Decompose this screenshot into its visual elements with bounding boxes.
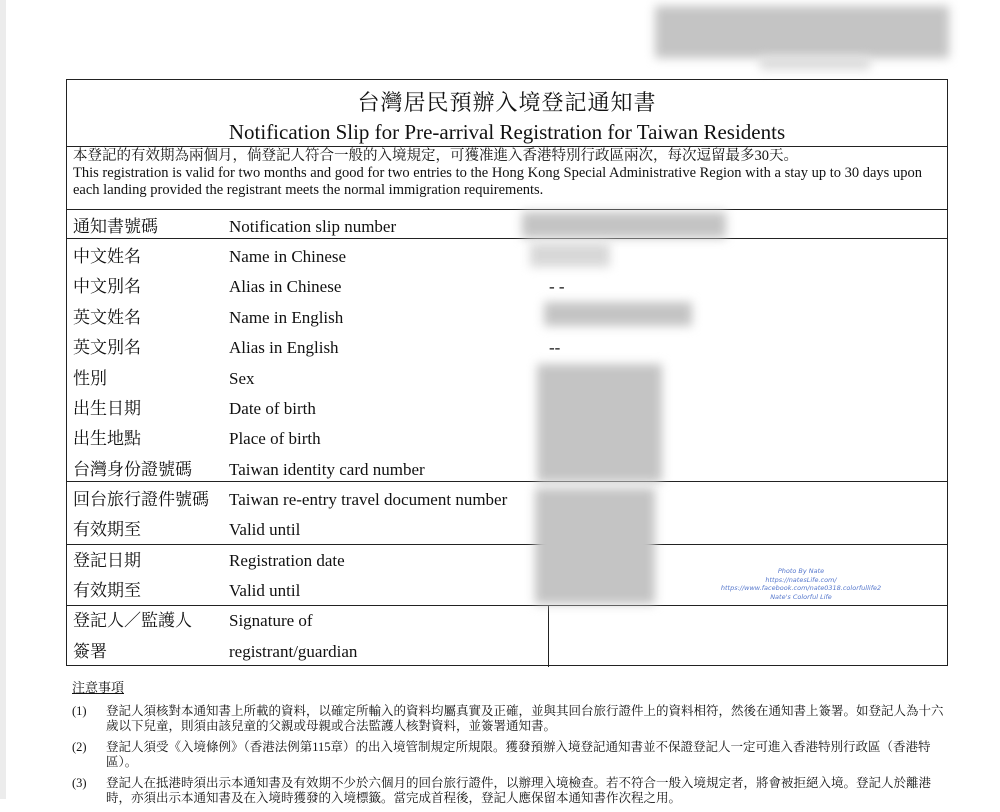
field-label-zh: 中文別名 xyxy=(73,277,141,296)
watermark-line: https://natesLife.com/ xyxy=(765,575,837,584)
field-label-zh: 英文別名 xyxy=(73,338,141,357)
field-label-zh: 有效期至 xyxy=(73,581,141,600)
field-row-travel-document xyxy=(67,485,947,515)
signature-label-zh: 登記人／監護人 xyxy=(73,611,192,630)
field-label-en: Place of birth xyxy=(229,429,321,448)
divider xyxy=(67,209,947,210)
field-row-alias-english xyxy=(67,333,947,363)
field-label-en: Name in Chinese xyxy=(229,247,347,266)
note-number: (2) xyxy=(72,740,87,754)
field-label-en: Valid until xyxy=(229,581,301,600)
field-label-en: Taiwan re-entry travel document number xyxy=(229,490,508,509)
field-label-en: Alias in Chinese xyxy=(229,277,342,296)
field-label-zh: 台灣身份證號碼 xyxy=(73,460,192,479)
field-row-alias-chinese xyxy=(67,272,947,302)
field-label-en: Taiwan identity card number xyxy=(229,460,425,479)
redacted-header xyxy=(655,6,949,58)
photo-watermark xyxy=(716,567,886,601)
title-chinese: 台灣居民預辦入境登記通知書 xyxy=(357,90,657,115)
field-label-zh: 出生日期 xyxy=(73,399,141,418)
redacted-header-2 xyxy=(760,56,870,70)
note-text: 登記人須核對本通知書上所載的資料，以確定所輸入的資料均屬真實及正確，並與其回台旅行證件上的資料相符，然後在通知書上簽署。如登記人為十六歲以下兒童，則須由該兒童的父親或母親或合法監護人核對資料，並簽署通知書。 xyxy=(106,704,944,733)
redacted-value xyxy=(537,364,662,482)
note-text: 登記人在抵港時須出示本通知書及有效期不少於六個月的回台旅行證件，以辦理入境檢查。若不符合一般入境規定者，將會被拒絕入境。登記人於離港時，亦須出示本通知書及在入境時獲發的入境標籤。當完成首程後，登記人應保留本通知書作次程之用。 xyxy=(106,776,932,805)
signature-row-line2 xyxy=(67,637,947,667)
field-value: -- xyxy=(549,338,561,357)
field-row-place-of-birth xyxy=(67,424,947,454)
signature-label-zh: 簽署 xyxy=(73,642,107,661)
field-label-en: Alias in English xyxy=(229,338,339,357)
field-row-sex xyxy=(67,364,947,394)
field-label-zh: 回台旅行證件號碼 xyxy=(73,490,209,509)
note-number: (1) xyxy=(72,704,87,718)
field-label-en: Valid until xyxy=(229,520,301,539)
field-row-name-chinese xyxy=(67,242,947,272)
redacted-value xyxy=(522,212,726,238)
notes-section xyxy=(72,677,952,812)
watermark-line: https://www.facebook.com/nate0318.colorfullife2 xyxy=(720,584,882,592)
watermark-line: Photo By Nate xyxy=(777,567,825,575)
field-label-zh: 性別 xyxy=(73,369,107,388)
field-label-zh: 出生地點 xyxy=(73,429,141,448)
field-row-notification-number xyxy=(67,212,947,242)
field-label-zh: 登記日期 xyxy=(73,551,141,570)
field-label-en: Notification slip number xyxy=(229,217,397,236)
field-label-zh: 有效期至 xyxy=(73,520,141,539)
field-row-date-of-birth xyxy=(67,394,947,424)
field-label-zh: 英文姓名 xyxy=(73,308,141,327)
signature-box xyxy=(548,605,549,667)
notes-title: 注意事項 xyxy=(72,680,125,695)
field-label-en: Date of birth xyxy=(229,399,316,418)
validity-statement xyxy=(73,148,941,199)
field-label-en: Registration date xyxy=(229,551,345,570)
signature-row-line1 xyxy=(67,606,947,636)
note-item xyxy=(72,740,952,770)
note-item xyxy=(72,776,952,806)
divider xyxy=(67,146,947,147)
redacted-value xyxy=(530,243,610,267)
note-number: (3) xyxy=(72,776,87,790)
field-label-en: Sex xyxy=(229,369,255,388)
signature-label-en: registrant/guardian xyxy=(229,642,358,661)
field-row-taiwan-id xyxy=(67,455,947,485)
title-english: Notification Slip for Pre-arrival Registration for Taiwan Residents xyxy=(228,120,786,144)
note-item xyxy=(72,704,952,734)
field-value: - - xyxy=(549,277,565,296)
page-edge xyxy=(0,0,6,799)
field-row-name-english xyxy=(67,303,947,333)
field-label-zh: 通知書號碼 xyxy=(73,217,158,236)
watermark-line: Nate's Colorful Life xyxy=(770,592,832,601)
redacted-value xyxy=(544,302,692,326)
validity-chinese: 本登記的有效期為兩個月，倘登記人符合一般的入境規定，可獲准進入香港特別行政區兩次，每次逗留最多30天。 xyxy=(73,148,798,164)
field-label-zh: 中文姓名 xyxy=(73,247,141,266)
note-text: 登記人須受《入境條例》（香港法例第115章）的出入境管制規定所規限。獲發預辦入境登記通知書並不保證登記人一定可進入香港特別行政區（香港特區）。 xyxy=(106,740,931,769)
field-row-document-valid-until xyxy=(67,515,947,545)
field-label-en: Name in English xyxy=(229,308,344,327)
signature-label-en: Signature of xyxy=(229,611,313,630)
validity-english: This registration is valid for two months and good for two entries to the Hong Kong Special Administrative Region with a stay up to 30 days upon each landing provided the registrant meets the normal immigration requirements. xyxy=(73,165,922,198)
redacted-value xyxy=(535,488,655,604)
